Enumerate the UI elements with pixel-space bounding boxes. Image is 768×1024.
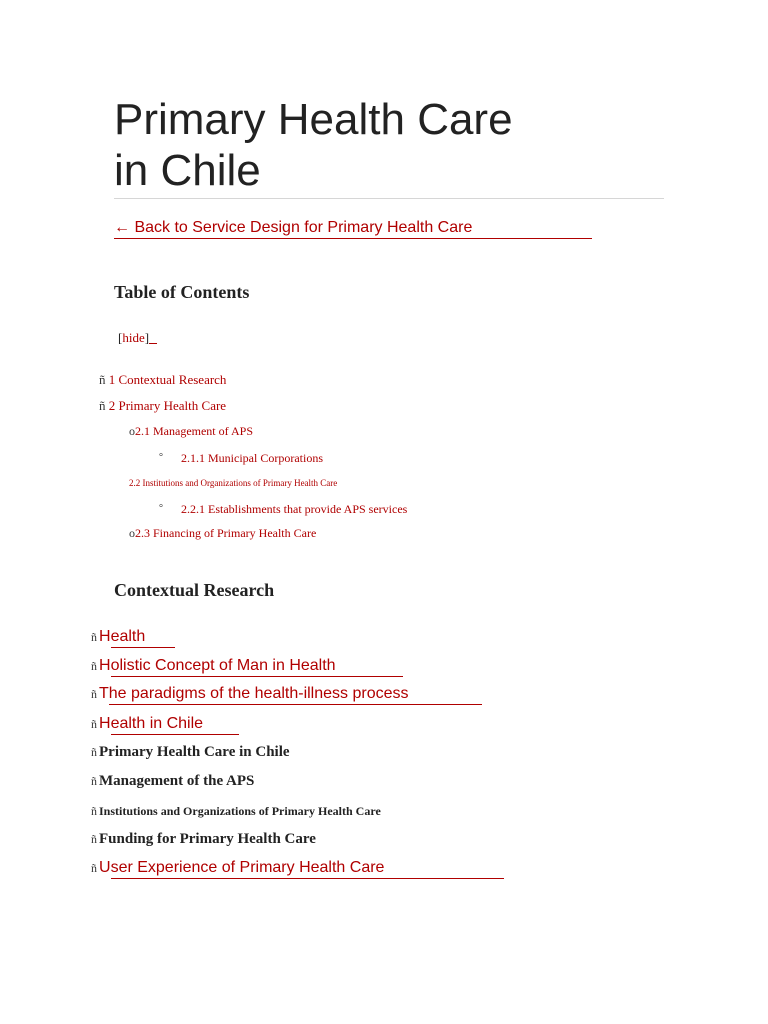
toc-toggle-underline [149,343,157,344]
back-link-label: ← Back to Service Design for Primary Health Care [114,218,592,239]
toc-bullet: ° [159,503,163,514]
toc-bullet: ñ [99,372,106,387]
toc-item-label: 1 Contextual Research [108,372,227,387]
toc-toggle-bracket-open: [ [118,330,123,345]
management-of-the-aps-label: Management of the APS [99,773,255,789]
link-initial: H [99,657,111,674]
page-title [114,94,513,196]
toc-item-label: 2.3 Financing of Primary Health Care [135,526,317,540]
contextual-research-heading: Contextual Research [114,580,275,600]
list-marker: ñ [91,804,97,818]
link-rest: olistic Concept of Man in Health [111,656,403,677]
link-rest: ser Experience of Primary Health Care [111,858,504,879]
toc-item-financing-of-primary-health-care[interactable] [129,526,316,541]
institutions-and-organizations-label: Institutions and Organizations of Primary Health Care [99,804,381,818]
toc-bullet: o [129,424,135,438]
toc-item-label: 2.1 Management of APS [135,424,253,438]
toc-toggle [118,330,157,346]
toc-heading: Table of Contents [114,282,250,302]
toc-item-institutions-and-organizations[interactable] [129,477,337,489]
paradigms-link[interactable] [99,684,482,705]
health-link[interactable] [99,627,175,648]
user-experience-link[interactable] [99,858,504,879]
list-marker: ñ [91,774,97,788]
toc-item-label: 2.1.1 Municipal Corporations [181,451,323,465]
list-item-institutions-and-organizations [91,802,381,820]
toc-item-management-of-aps[interactable] [129,424,253,439]
toc-bullet: ° [159,452,163,463]
link-initial: T [99,685,109,702]
funding-label: Funding for Primary Health Care [99,831,316,847]
list-marker: ñ [91,717,97,731]
title-divider [114,198,664,199]
back-to-service-design-link[interactable] [114,218,592,239]
list-item-funding [91,830,316,848]
list-item-health [91,627,175,648]
link-rest: he paradigms of the health-illness process [109,684,482,705]
toc-hide-link[interactable]: hide [122,330,145,345]
list-marker: ñ [91,861,97,875]
list-item-management-of-the-aps [91,772,254,790]
toc-item-municipal-corporations[interactable] [159,450,323,466]
list-item-user-experience [91,858,504,879]
page-title-line-2: in Chile [114,146,261,195]
toc-toggle-bracket-close: ] [144,330,150,345]
toc-item-establishments-aps-services[interactable] [159,501,407,517]
health-in-chile-link[interactable] [99,714,239,735]
toc-item-label: 2.2.1 Establishments that provide APS services [181,502,408,516]
link-rest: ealth in Chile [111,714,239,735]
list-item-holistic-concept [91,656,403,677]
holistic-concept-link[interactable] [99,656,403,677]
toc-item-label: 2.2 Institutions and Organizations of Primary Health Care [129,478,338,488]
page-title-line-1: Primary Health Care [114,95,513,144]
list-marker: ñ [91,659,97,673]
link-initial: H [99,715,111,732]
link-initial: U [99,859,111,876]
toc-item-label: 2 Primary Health Care [108,398,227,413]
list-item-primary-health-care-in-chile [91,743,290,761]
list-marker: ñ [91,687,97,701]
toc-item-primary-health-care[interactable] [99,398,226,414]
list-marker: ñ [91,832,97,846]
list-item-health-in-chile [91,714,239,735]
link-initial: H [99,628,111,645]
link-rest: ealth [111,627,175,648]
list-item-paradigms [91,684,482,705]
list-marker: ñ [91,630,97,644]
toc-bullet: ñ [99,398,106,413]
list-marker: ñ [91,745,97,759]
toc-item-contextual-research[interactable] [99,372,226,388]
primary-health-care-in-chile-label: Primary Health Care in Chile [99,744,290,760]
toc-bullet: o [129,526,135,540]
